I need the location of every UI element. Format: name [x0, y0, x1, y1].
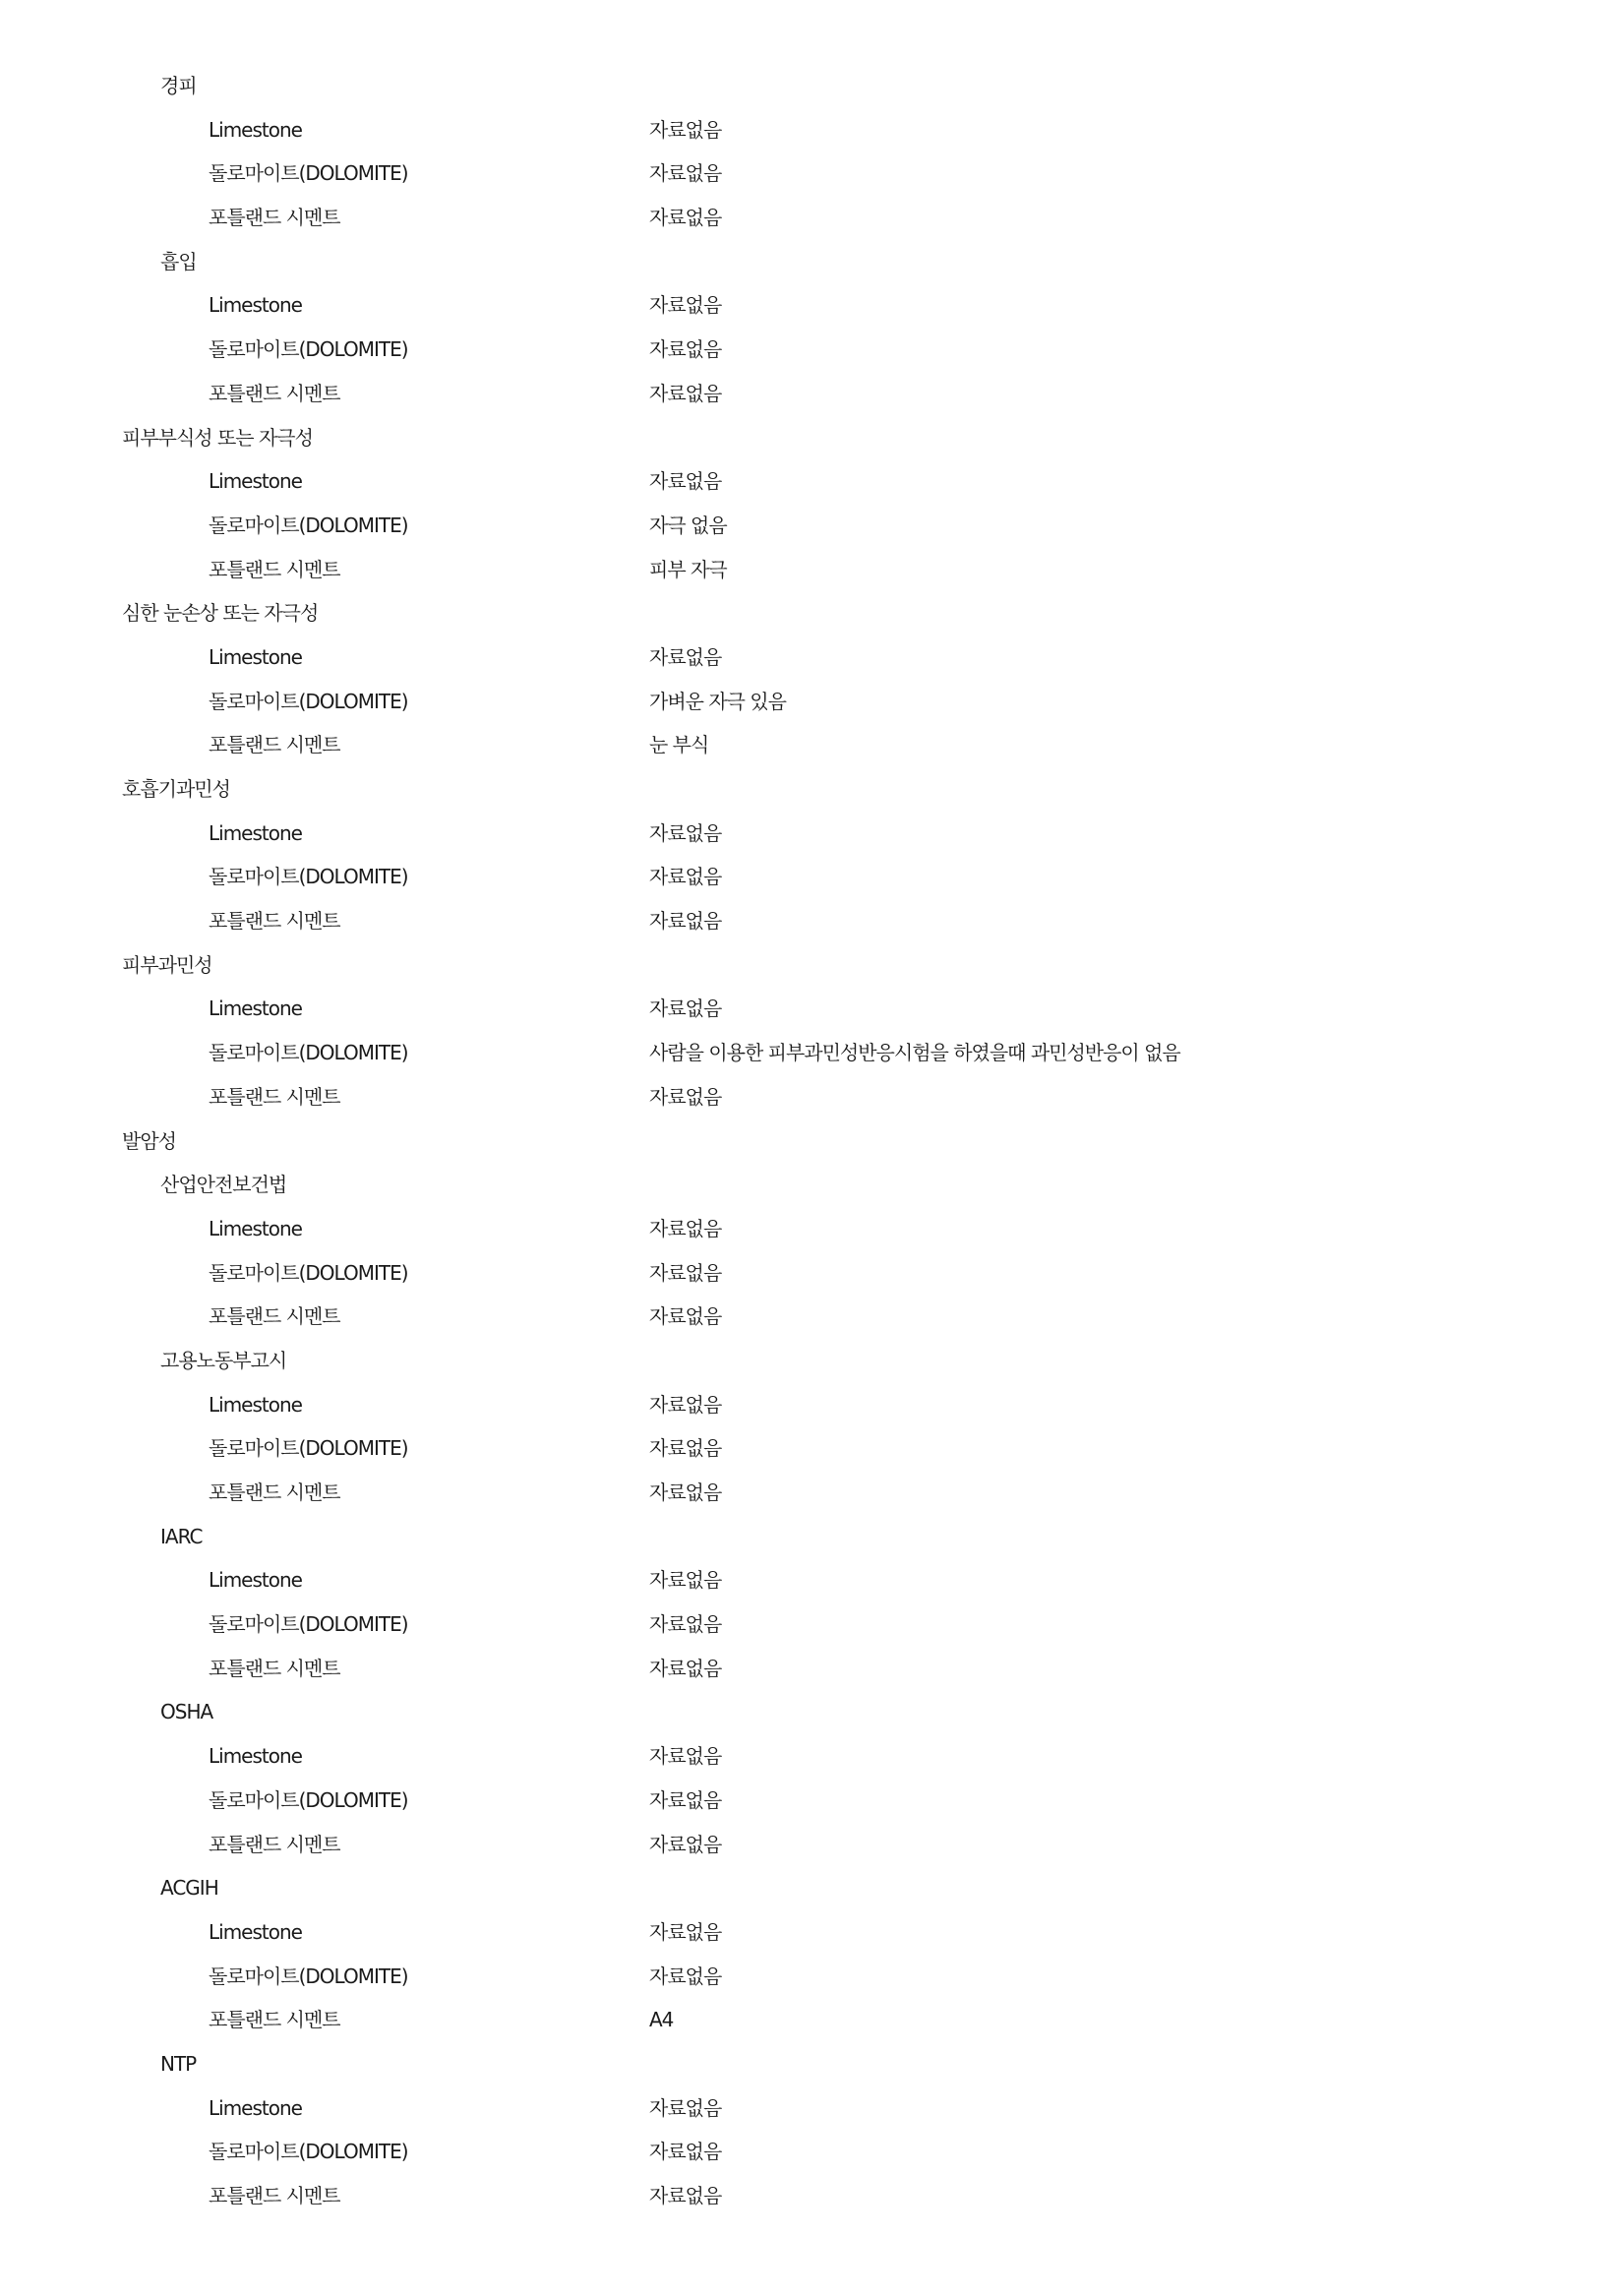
subsection-heading [0, 1167, 1621, 1211]
heading-label: ACGIH [160, 1876, 218, 1901]
substance-row [0, 684, 1621, 728]
section-heading [0, 947, 1621, 992]
substance-name: 돌로마이트(DOLOMITE) [209, 1964, 408, 1988]
substance-row [0, 1211, 1621, 1255]
substance-name: Limestone [209, 1392, 302, 1417]
substance-value: 자료없음 [649, 1964, 722, 1988]
substance-row [0, 1299, 1621, 1343]
substance-name: 포틀랜드 시멘트 [209, 557, 340, 581]
substance-row [0, 463, 1621, 508]
substance-name: Limestone [209, 1216, 302, 1240]
substance-row [0, 508, 1621, 552]
substance-value: 자극 없음 [649, 513, 727, 537]
substance-value: 자료없음 [649, 1832, 722, 1856]
substance-name: 포틀랜드 시멘트 [209, 1480, 340, 1504]
substance-row [0, 1387, 1621, 1431]
substance-row [0, 727, 1621, 771]
substance-row [0, 2090, 1621, 2135]
substance-name: Limestone [209, 1744, 302, 1769]
substance-name: 포틀랜드 시멘트 [209, 1304, 340, 1329]
substance-name: 포틀랜드 시멘트 [209, 2008, 340, 2032]
section-heading [0, 1123, 1621, 1168]
heading-label: 흡입 [160, 249, 197, 273]
substance-name: 돌로마이트(DOLOMITE) [209, 337, 408, 362]
heading-label: 고용노동부고시 [160, 1348, 287, 1372]
subsection-heading [0, 1694, 1621, 1738]
substance-row [0, 1562, 1621, 1606]
substance-row [0, 1738, 1621, 1782]
substance-row [0, 2134, 1621, 2178]
substance-value: 자료없음 [649, 2184, 722, 2207]
substance-value: 자료없음 [649, 469, 722, 494]
substance-value: 자료없음 [649, 865, 722, 889]
substance-value: 사람을 이용한 피부과민성반응시험을 하였을때 과민성반응이 없음 [649, 1041, 1180, 1065]
substance-name: Limestone [209, 293, 302, 318]
substance-value: 자료없음 [649, 1084, 722, 1109]
substance-value: 자료없음 [649, 2140, 722, 2164]
substance-name: 돌로마이트(DOLOMITE) [209, 1787, 408, 1812]
heading-label: 경피 [160, 74, 197, 97]
subsection-heading [0, 2046, 1621, 2090]
substance-value: 자료없음 [649, 206, 722, 230]
subsection-heading [0, 244, 1621, 288]
substance-value: 자료없음 [649, 1612, 722, 1637]
substance-value: 자료없음 [649, 644, 722, 669]
substance-value: 자료없음 [649, 1656, 722, 1680]
substance-value: 눈 부식 [649, 733, 709, 757]
substance-name: 포틀랜드 시멘트 [209, 1832, 340, 1856]
substance-value: 자료없음 [649, 1919, 722, 1944]
section-heading [0, 595, 1621, 639]
substance-row [0, 639, 1621, 684]
substance-row [0, 112, 1621, 156]
substance-name: 돌로마이트(DOLOMITE) [209, 1436, 408, 1461]
substance-row [0, 1827, 1621, 1871]
substance-row [0, 903, 1621, 947]
substance-name: 포틀랜드 시멘트 [209, 909, 340, 934]
substance-value: 자료없음 [649, 117, 722, 142]
substance-row [0, 1255, 1621, 1299]
substance-name: Limestone [209, 1919, 302, 1944]
substance-row [0, 1430, 1621, 1475]
substance-row [0, 1914, 1621, 1959]
substance-row [0, 859, 1621, 903]
substance-name: Limestone [209, 820, 302, 845]
substance-value: 자료없음 [649, 1744, 722, 1769]
heading-label: IARC [160, 1524, 203, 1548]
substance-value: 자료없음 [649, 161, 722, 186]
substance-row [0, 2178, 1621, 2222]
substance-name: 돌로마이트(DOLOMITE) [209, 161, 408, 186]
substance-name: 돌로마이트(DOLOMITE) [209, 1612, 408, 1637]
substance-row [0, 1035, 1621, 1079]
heading-label: 피부과민성 [122, 952, 212, 977]
subsection-heading [0, 1519, 1621, 1563]
heading-label: 산업안전보건법 [160, 1173, 287, 1197]
substance-row [0, 332, 1621, 376]
subsection-heading [0, 68, 1621, 112]
substance-row [0, 200, 1621, 244]
substance-row [0, 1606, 1621, 1651]
heading-label: 피부부식성 또는 자극성 [122, 425, 313, 450]
substance-name: Limestone [209, 1568, 302, 1593]
substance-value: 자료없음 [649, 381, 722, 405]
subsection-heading [0, 1343, 1621, 1387]
substance-row [0, 552, 1621, 596]
heading-label: 발암성 [122, 1128, 176, 1153]
section-heading [0, 771, 1621, 816]
substance-row [0, 287, 1621, 332]
substance-row [0, 1782, 1621, 1827]
substance-row [0, 376, 1621, 420]
substance-value: 자료없음 [649, 997, 722, 1021]
substance-name: 포틀랜드 시멘트 [209, 733, 340, 757]
substance-name: 돌로마이트(DOLOMITE) [209, 513, 408, 537]
substance-name: 돌로마이트(DOLOMITE) [209, 689, 408, 713]
substance-value: 자료없음 [649, 337, 722, 362]
substance-value: A4 [649, 2008, 674, 2032]
heading-label: NTP [160, 2051, 197, 2076]
substance-value: 피부 자극 [649, 557, 727, 581]
substance-name: Limestone [209, 117, 302, 142]
substance-row [0, 1475, 1621, 1519]
substance-value: 자료없음 [649, 1436, 722, 1461]
substance-value: 자료없음 [649, 1216, 722, 1240]
heading-label: 심한 눈손상 또는 자극성 [122, 601, 319, 626]
substance-value: 자료없음 [649, 1392, 722, 1417]
section-heading [0, 420, 1621, 464]
substance-name: Limestone [209, 2095, 302, 2120]
toxicity-document [0, 68, 1621, 2222]
substance-name: 포틀랜드 시멘트 [209, 1656, 340, 1680]
substance-row [0, 1959, 1621, 2003]
substance-value: 자료없음 [649, 1787, 722, 1812]
substance-name: 포틀랜드 시멘트 [209, 1084, 340, 1109]
substance-value: 자료없음 [649, 1304, 722, 1329]
substance-row [0, 991, 1621, 1035]
substance-name: 포틀랜드 시멘트 [209, 381, 340, 405]
substance-name: 돌로마이트(DOLOMITE) [209, 1041, 408, 1065]
substance-value: 자료없음 [649, 1480, 722, 1504]
substance-value: 자료없음 [649, 293, 722, 318]
substance-value: 자료없음 [649, 1260, 722, 1285]
substance-name: 돌로마이트(DOLOMITE) [209, 865, 408, 889]
substance-value: 자료없음 [649, 1568, 722, 1593]
substance-name: Limestone [209, 469, 302, 494]
substance-name: 돌로마이트(DOLOMITE) [209, 1260, 408, 1285]
substance-value: 자료없음 [649, 909, 722, 934]
substance-row [0, 2002, 1621, 2046]
substance-value: 가벼운 자극 있음 [649, 689, 786, 713]
subsection-heading [0, 1870, 1621, 1914]
substance-value: 자료없음 [649, 2095, 722, 2120]
substance-row [0, 1079, 1621, 1123]
substance-name: Limestone [209, 644, 302, 669]
heading-label: OSHA [160, 1700, 213, 1724]
heading-label: 호흡기과민성 [122, 777, 230, 801]
substance-value: 자료없음 [649, 820, 722, 845]
substance-name: 포틀랜드 시멘트 [209, 206, 340, 230]
substance-name: 포틀랜드 시멘트 [209, 2184, 340, 2207]
substance-name: Limestone [209, 997, 302, 1021]
substance-row [0, 1651, 1621, 1695]
substance-name: 돌로마이트(DOLOMITE) [209, 2140, 408, 2164]
substance-row [0, 155, 1621, 200]
substance-row [0, 816, 1621, 860]
